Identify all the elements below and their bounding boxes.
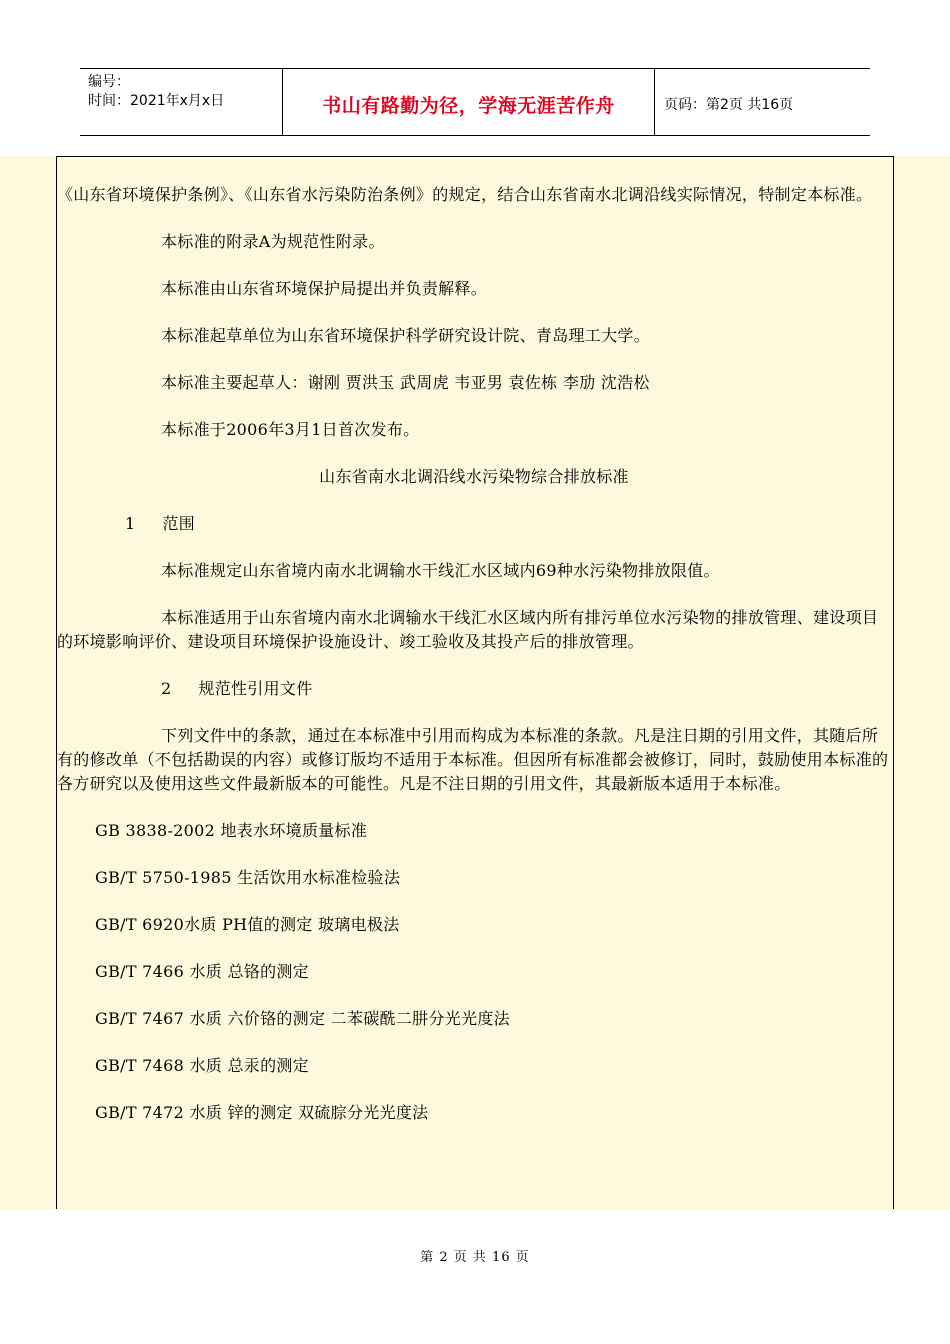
paragraph: 本标准适用于山东省境内南水北调输水干线汇水区域内所有排污单位水污染物的排放管理、建设项目的环境影响评价、建设项目环境保护设施设计、竣工验收及其投产后的排放管理。 xyxy=(57,608,879,651)
reference-item: GB/T 7468 水质 总汞的测定 xyxy=(95,1056,309,1075)
paragraph: 本标准由山东省环境保护局提出并负责解释。 xyxy=(161,279,488,298)
reference-item: GB/T 6920水质 PH值的测定 玻璃电极法 xyxy=(95,915,400,934)
page-footer: 第 2 页 共 16 页 xyxy=(420,1250,530,1265)
reference-item: GB/T 7466 水质 总铬的测定 xyxy=(95,962,309,981)
content-band xyxy=(0,156,950,1209)
header-page-info: 页码：第2页 共16页 xyxy=(664,97,794,113)
paragraph: 下列文件中的条款，通过在本标准中引用而构成为本标准的条款。凡是注日期的引用文件，其随后所有的修改单（不包括勘误的内容）或修订版均不适用于本标准。但因所有标准都会被修订，同时，鼓励使用本标准的各方研究以及使用这些文件最新版本的可能性。凡是不注日期的引用文件，其最新版本适用于本标准。 xyxy=(57,726,889,793)
section-heading: 1 范围 xyxy=(125,514,196,533)
paragraph: 本标准的附录A为规范性附录。 xyxy=(161,232,385,251)
header-divider xyxy=(654,69,655,135)
header-meta xyxy=(88,73,288,111)
section-heading: 2 规范性引用文件 xyxy=(161,679,313,698)
paragraph: 本标准起草单位为山东省环境保护科学研究设计院、青岛理工大学。 xyxy=(161,326,651,345)
reference-item: GB 3838-2002 地表水环境质量标准 xyxy=(95,821,368,840)
paragraph: 本标准于2006年3月1日首次发布。 xyxy=(161,420,420,439)
header-motto: 书山有路勤为径，学海无涯苦作舟 xyxy=(322,95,615,117)
document-title: 山东省南水北调沿线水污染物综合排放标准 xyxy=(319,467,629,486)
reference-item: GB/T 7467 水质 六价铬的测定 二苯碳酰二肼分光光度法 xyxy=(95,1009,510,1028)
reference-item: GB/T 7472 水质 锌的测定 双硫腙分光光度法 xyxy=(95,1103,429,1122)
time-label: 时间：2021年x月x日 xyxy=(88,93,225,109)
paragraph: 《山东省环境保护条例》、《山东省水污染防治条例》的规定，结合山东省南水北调沿线实际情况，特制定本标准。 xyxy=(57,185,873,204)
number-label: 编号： xyxy=(88,74,130,90)
page-header xyxy=(80,68,870,136)
paragraph: 本标准规定山东省境内南水北调输水干线汇水区域内69种水污染物排放限值。 xyxy=(161,561,720,580)
paragraph: 本标准主要起草人：谢刚 贾洪玉 武周虎 韦亚男 袁佐栋 李劢 沈浩松 xyxy=(161,373,650,392)
reference-item: GB/T 5750-1985 生活饮用水标准检验法 xyxy=(95,868,401,887)
document-body xyxy=(57,183,891,1125)
